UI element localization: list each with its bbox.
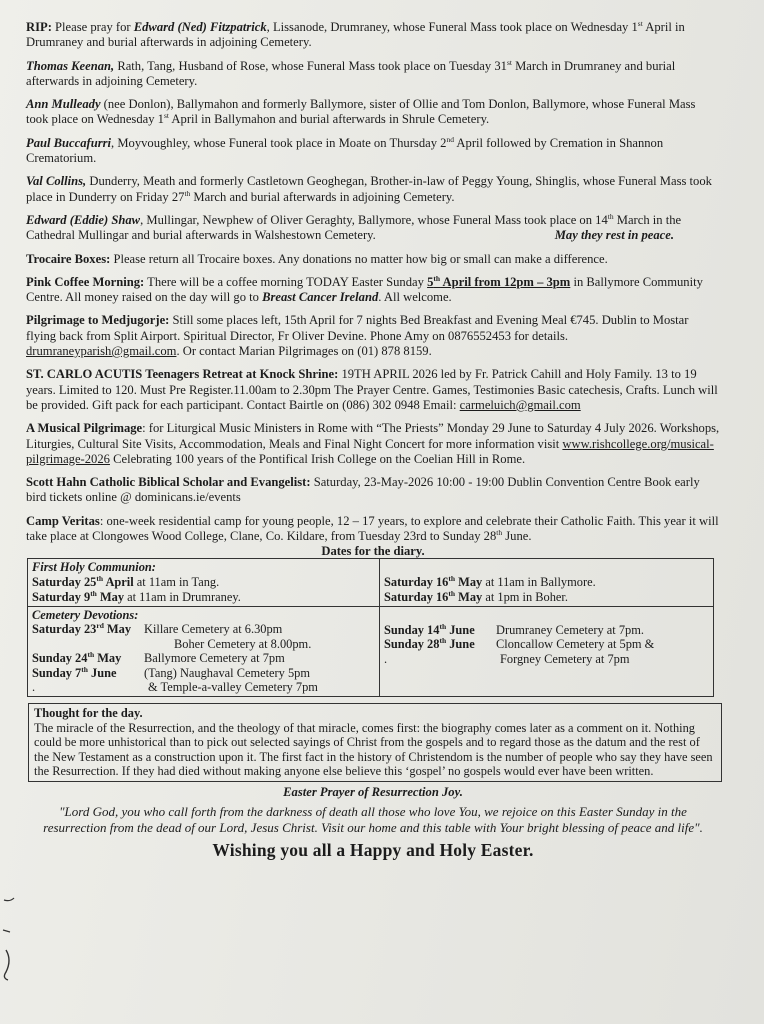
diary-entry: Sunday 14th June Drumraney Cemetery at 7pm. [384, 621, 644, 637]
rip-notice-2: Thomas Keenan, Rath, Tang, Husband of Rose, whose Funeral Mass took place on Tuesday 31st March in Drumraney and burial afterwards in adjoining Cemetery. [26, 57, 676, 88]
deceased-name: Paul Buccafurri [26, 135, 112, 150]
thought-for-the-day-box [28, 703, 722, 782]
parish-email-link[interactable]: drumraneyparish@gmail.com [26, 344, 177, 359]
diary-entry: Saturday 23rd May Killare Cemetery at 6.30pm [32, 620, 283, 637]
acutis-retreat-notice: ST. CARLO ACUTIS Teenagers Retreat at Knock Shrine: 19TH APRIL 2026 led by Fr. Patrick Cahill and Holy Family. 13 to 19 years. Limited to 120. Must Pre Register.11.00am to 2.30pm The Prayer Centre. Games, Testimonies Basic catechesis, Crafts. Lunch will be provided. Gift pack for each participant. Contact Bairtle on (086) 302 0948 Email: carmeluich@gmail.com [26, 367, 718, 412]
musical-pilgrimage-notice: A Musical Pilgrimage: for Liturgical Music Ministers in Rome with “The Priests” Monday 29 June to Saturday 4 July 2026. Workshops, Liturgies, Cultural Site Visits, Accommodation, Meals and Final Night Concert for more information visit www.rishcollege.org/musical-pilgrimage-2026 Celebrating 100 years of the Pontifical Irish College on the Coelian Hill in Rome. [26, 421, 720, 466]
easter-prayer-text: "Lord God, you who call forth from the darkness of death all those who love You, we rejoice on this Easter Sunday in the resurrection from the dead of our Lord, Jesus Christ. Visit our home and this table with Your bright blessing of peace and life". [43, 804, 703, 836]
diary-entry: . & Temple-a-valley Cemetery 7pm [32, 680, 318, 695]
diary-entry: Boher Cemetery at 8.00pm. [174, 636, 312, 651]
diary-entry: . Forgney Cemetery at 7pm [384, 651, 630, 666]
diary-table [27, 558, 714, 697]
camp-veritas-notice: Camp Veritas: one-week residential camp for young people, 12 – 17 years, to explore and celebrate their Catholic Faith. This year it will take place at Clongowes Wood College, Clane, Co. Kildare, from Tuesday 23rd to Sunday 28th June. [26, 513, 719, 544]
rip-notice-4: Paul Buccafurri, Moyvoughley, whose Funeral took place in Moate on Thursday 2nd April followed by Cremation in Shannon Crematorium. [26, 134, 664, 166]
deceased-name: Edward (Eddie) Shaw [26, 212, 141, 227]
cemetery-heading: Cemetery Devotions: [32, 607, 139, 622]
deceased-name: Edward (Ned) Fitzpatrick [133, 20, 267, 34]
diary-entry: Sunday 7th June (Tang) Naughaval Cemetery 5pm [32, 664, 311, 680]
diary-entry: Saturday 16th May at 1pm in Boher. [384, 588, 568, 604]
diary-entry: Sunday 28th June Cloncallow Cemetery at 5pm & [384, 635, 655, 652]
margin-handwriting-marks [0, 880, 20, 990]
scott-hahn-notice: Scott Hahn Catholic Biblical Scholar and Evangelist: Saturday, 23-May-2026 10:00 - 19:00 Dublin Convention Centre Book early bird tickets online @ dominicans.ie/events [26, 475, 700, 505]
cemetery-left-cell [28, 606, 380, 697]
easter-prayer-title: Easter Prayer of Resurrection Joy. [283, 785, 463, 800]
communion-right-cell [380, 559, 714, 606]
diary-entry: Saturday 16th May at 11am in Ballymore. [384, 574, 596, 590]
rip-notice-1: RIP: Please pray for Edward (Ned) Fitzpatrick, Lissanode, Drumraney, whose Funeral Mass took place on Wednesday 1st April in Drumraney and burial afterwards in adjoining Cemetery. [26, 18, 685, 50]
deceased-name: Thomas Keenan, [26, 58, 115, 73]
coffee-morning-notice: Pink Coffee Morning: There will be a coffee morning TODAY Easter Sunday 5th April from 12pm – 3pm in Ballymore Community Centre. All money raised on the day will go to Breast Cancer Ireland. All welcome. [26, 273, 703, 305]
thought-text: The miracle of the Resurrection, and the theology of that miracle, comes first: the biography comes later as a comment on it. Nothing could be more unhistorical than to pick out selected sayings of Christ from the gospels and to regard those as the datum and the rest of the New Testament as a construction upon it. The first fact in the history of Christendom is the number of people who say they have seen the Resurrection. If they had died without making anyone else believe this ‘gospel’ no gospels would ever have been written. [34, 720, 713, 779]
newsletter-content [26, 20, 720, 859]
communion-left-cell [28, 559, 380, 606]
cemetery-row [28, 606, 714, 697]
medjugorje-notice: Pilgrimage to Medjugorje: Still some places left, 15th April for 7 nights Bed Breakfast and Evening Meal €745. Dublin to Mostar flying back from Split Airport. Spiritual Director, Fr Oliver Devine. Phone Amy on 0876552453 for details. drumraneyparish@gmail.com. Or contact Marian Pilgrimages on (01) 878 8159. [26, 313, 689, 359]
rip-lead: RIP: [26, 20, 52, 34]
easter-greeting: Wishing you all a Happy and Holy Easter. [212, 840, 534, 861]
rip-notice-3: Ann Mulleady (nee Donlon), Ballymahon and formerly Ballymore, sister of Ollie and Tom Donlon, Ballymore, whose Funeral Mass took place on Wednesday 1st April in Ballymahon and burial afterwards in Shrule Cemetery. [26, 97, 696, 127]
communion-row [28, 559, 714, 606]
diary-entry: Sunday 24th May Ballymore Cemetery at 7pm [32, 650, 285, 666]
rip-notice-5: Val Collins, Dunderry, Meath and formerly Castletown Geoghegan, Brother-in-law of Peggy Young, Shinglis, whose Funeral Mass took place in Dunderry on Friday 27th March and burial afterwards in adjoining Cemetery. [26, 174, 712, 204]
deceased-name: Ann Mulleady [26, 97, 101, 112]
rip-notice-6: Edward (Eddie) Shaw, Mullingar, Newphew of Oliver Geraghty, Ballymore, whose Funeral Mass took place on 14th March in the Cathedral Mullingar and burial afterwards in Walshestown Cemetery. May they rest in peace. [26, 211, 682, 243]
cemetery-right-cell [380, 606, 714, 697]
coffee-date: 5th April from 12pm – 3pm [427, 273, 571, 289]
diary-title: Dates for the diary. [321, 544, 425, 559]
thought-title: Thought for the day. [34, 706, 143, 721]
trocaire-notice: Trocaire Boxes: Please return all Trocaire boxes. Any donations no matter how big or small can make a difference. [26, 251, 608, 266]
retreat-email-link[interactable]: carmeluich@gmail.com [459, 397, 581, 412]
pilgrimage-website-link[interactable]: www.rishcollege.org/musical-pilgrimage-2026 [26, 436, 714, 466]
diary-entry: Saturday 9th May at 11am in Drumraney. [32, 588, 241, 604]
communion-heading: First Holy Communion: [32, 560, 156, 575]
diary-entry: Saturday 25th April at 11am in Tang. [32, 573, 220, 589]
rest-in-peace: May they rest in peace. [554, 228, 674, 243]
deceased-name: Val Collins, [26, 174, 87, 189]
